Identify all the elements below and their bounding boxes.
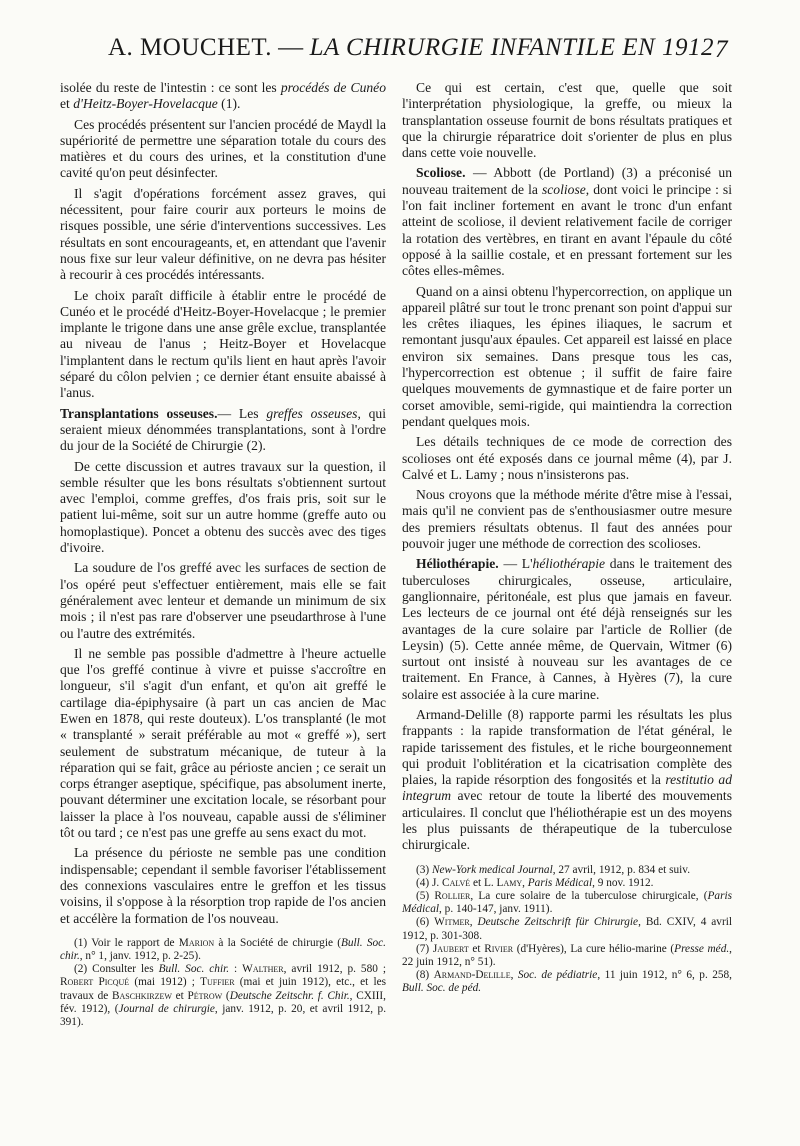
footnote: (1) Voir le rapport de Marion à la Société de chirurgie (Bull. Soc. chir., n° 1, janv. 1912, p. 2-25). [60, 936, 386, 963]
paragraph: Ces procédés présentent sur l'ancien procédé de Maydl la supériorité de permettre une séparation totale du cours des matières et du cours des urines, et la constitution d'une cavité qu'on peut désinfecter. [60, 116, 386, 181]
running-header [0, 34, 800, 74]
header-year: 1912 [661, 34, 714, 61]
right-column [402, 80, 732, 996]
paragraph: Il ne semble pas possible d'admettre à l'heure actuelle que l'os greffé continue à vivre et puisse s'accroître en longueur, s'il s'agit d'un enfant, et qu'on ait greffé le cartilage dia-épiphysaire (à part un cas ancien de Mac Ewen en 1878, qui reste douteux). L'os transplanté (le mot « transplanté » serait préférable au mot « greffé »), sert seulement de substratum mécanique, de tuteur à la réparation qui se fait, grâce au périoste ancien ; ce serait un corps étranger aseptique, spécifique, pas absolument inerte, pouvant déterminer une excitation locale, se résorbant pour laisser la place à l'os nouveau, capable aussi de s'éliminer tôt ou tard ; ce n'est pas une greffe au sens exact du mot. [60, 645, 386, 841]
paragraph: Ce qui est certain, c'est que, quelle que soit l'interprétation physiologique, la greffe, ou mieux la transplantation osseuse fournit de bons résultats pratiques et que la chirurgie réparatrice doit s'orienter de plus en plus dans cette voie nouvelle. [402, 80, 732, 161]
footnote: (6) Witmer, Deutsche Zeitschrift für Chirurgie, Bd. CXIV, 4 avril 1912, p. 301-308. [402, 916, 732, 942]
paragraph: Quand on a ainsi obtenu l'hypercorrection, on applique un appareil plâtré sur tout le tronc prenant son point d'appui sur les crêtes iliaques, les épines iliaques, le sacrum et remontant jusqu'aux épaules. Cet appareil est laissé en place environ six semaines. Dans presque tous les cas, l'hypercorrection est obtenue ; il suffit de faire faire quelques mouvements de gymnastique et de faire porter un corset amovible, semi-rigide, qui maintiendra la correction pendant quelques mois. [402, 283, 732, 429]
paragraph: Scoliose. — Abbott (de Portland) (3) a préconisé un nouveau traitement de la scoliose, dont voici le principe : si l'on fait incliner fortement en avant le tronc d'un enfant atteint de scoliose, il devient relativement facile de corriger la rotation des vertèbres, en tirant en avant l'épaule du côté opposé à la saillie costale, et en pressant fortement sur les côtes elles-mêmes. [402, 165, 732, 279]
header-subject: LA CHIRURGIE INFANTILE EN [309, 34, 656, 61]
footnote: (2) Consulter les Bull. Soc. chir. : Walther, avril 1912, p. 580 ; Robert Picqué (mai 1912) ; Tuffier (mai et juin 1912), etc., et les travaux de Baschkirzew et Pétrow (Deutsche Zeitschr. f. Chir., CXIII, fév. 1912), (Journal de chirurgie, janv. 1912, p. 20, et avril 1912, p. 391). [60, 963, 387, 1029]
footnote: (8) Armand-Delille, Soc. de pédiatrie, 11 juin 1912, n° 6, p. 258, Bull. Soc. de péd. [402, 969, 732, 995]
page-number: 7 [715, 36, 728, 63]
paragraph: Armand-Delille (8) rapporte parmi les résultats les plus frappants : la rapide transformation de l'état général, le rapide tarissement des fistules, et le riche bourgeonnement qui produit l'oblitération et la cicatrisation complète des plaies, la rapide résorption des fongosités et la restitutio ad integrum avec retour de toute la liberté des mouvements articulaires. Il conclut que l'héliothérapie est un des moyens les plus puissants de thérapeutique de la tuberculose chirurgicale. [402, 706, 732, 853]
footnote: (3) New-York medical Journal, 27 avril, 1912, p. 834 et suiv. [416, 863, 691, 876]
paragraph: Héliothérapie. — L'héliothérapie dans le traitement des tuberculoses chirurgicales, osseuse, articulaire, ganglionnaire, péritonéale, est plus que jamais en faveur. Les lecteurs de ce journal ont été déjà renseignés sur les avantages de la cure solaire par l'article de Rollier (de Leysin) (5). Cette année même, de Quervain, Witmer (6) surtout ont insisté à nouveau sur les avantages de ce traitement. En France, à Cannes, à Hyères (7), la cure solaire est associée à la cure marine. [402, 556, 732, 702]
section-heading: Scoliose. [416, 165, 466, 181]
paragraph: Les détails techniques de ce mode de correction des scolioses ont été exposés dans ce journal même (4), par J. Calvé et L. Lamy ; nous n'insisterons pas. [402, 434, 732, 482]
footnote: (7) Jaubert et Rivier (d'Hyères), La cure hélio-marine (Presse méd., 22 juin 1912, n° 51). [402, 942, 732, 969]
paragraph: Transplantations osseuses.— Les greffes osseuses, qui seraient mieux dénommées transplantations, sont à l'ordre du jour de la Société de Chirurgie (2). [60, 405, 387, 454]
paragraph: La soudure de l'os greffé avec les surfaces de section de l'os opéré peut s'effectuer entièrement, mais elle se fait généralement avec lenteur et demande un minimum de six mois ; il n'est pas rare d'observer une pseudarthrose à l'une ou l'autre des extrémités. [60, 560, 386, 641]
paragraph: De cette discussion et autres travaux sur la question, il semble résulter que les bons résultats s'obtiennent surtout avec l'emploi, comme greffes, d'os frais pris, soit sur le patient lui-même, soit sur un autre homme (greffe auto ou homoplastique). Poncet a obtenu des succès avec des tiges d'ivoire. [60, 458, 386, 556]
left-column [60, 80, 386, 1029]
paragraph: La présence du périoste ne semble pas une condition indispensable; cependant il semble favoriser l'établissement des connexions vasculaires entre le greffon et les tissus voisins, il s'oppose à la résorption trop rapide de l'os ancien et accélère la formation de l'os nouveau. [60, 845, 386, 926]
header-title [108, 34, 714, 62]
header-dash: — [278, 34, 304, 61]
paragraph: Nous croyons que la méthode mérite d'être mise à l'essai, mais qu'il ne convient pas de s'enthousiasmer outre mesure des premiers résultats obtenus. Il faut des années pour pouvoir juger une méthode de correction des scolioses. [402, 487, 732, 552]
section-heading: Transplantations osseuses. [60, 405, 218, 421]
section-heading: Héliothérapie. [416, 556, 499, 572]
footnote: (5) Rollier, La cure solaire de la tuberculose chirurgicale, (Paris Médical, p. 140-147, janv. 1911). [402, 890, 732, 916]
paragraph: Il s'agit d'opérations forcément assez graves, qui nécessitent, pour faire courir aux porteurs le moins de risques possible, une série d'interventions successives. Les résultats en sont encourageants, et, en attendant que l'avenir nous fixe sur leur valeur définitive, on ne devra pas hésiter à recourir à ces procédés intéressants. [60, 185, 386, 283]
paragraph: Le choix paraît difficile à établir entre le procédé de Cunéo et le procédé d'Heitz-Boyer-Hovelacque ; le premier implante le trigone dans une anse grêle exclue, transplantée au niveau de l'anus ; Heitz-Boyer et Hovelacque l'implantent dans le rectum qu'ils lient en haut après l'avoir séparé du côlon pelvien ; ce dernier étant ensuite abaissé à l'anus. [60, 287, 386, 401]
footnotes [60, 937, 386, 1029]
footnotes [402, 864, 732, 996]
header-author: A. MOUCHET. [108, 34, 273, 61]
paragraph: isolée du reste de l'intestin : ce sont les procédés de Cunéo et d'Heitz-Boyer-Hovelacque (1). [60, 80, 386, 112]
footnote: (4) J. Calvé et L. Lamy, Paris Médical, 9 nov. 1912. [416, 876, 654, 889]
